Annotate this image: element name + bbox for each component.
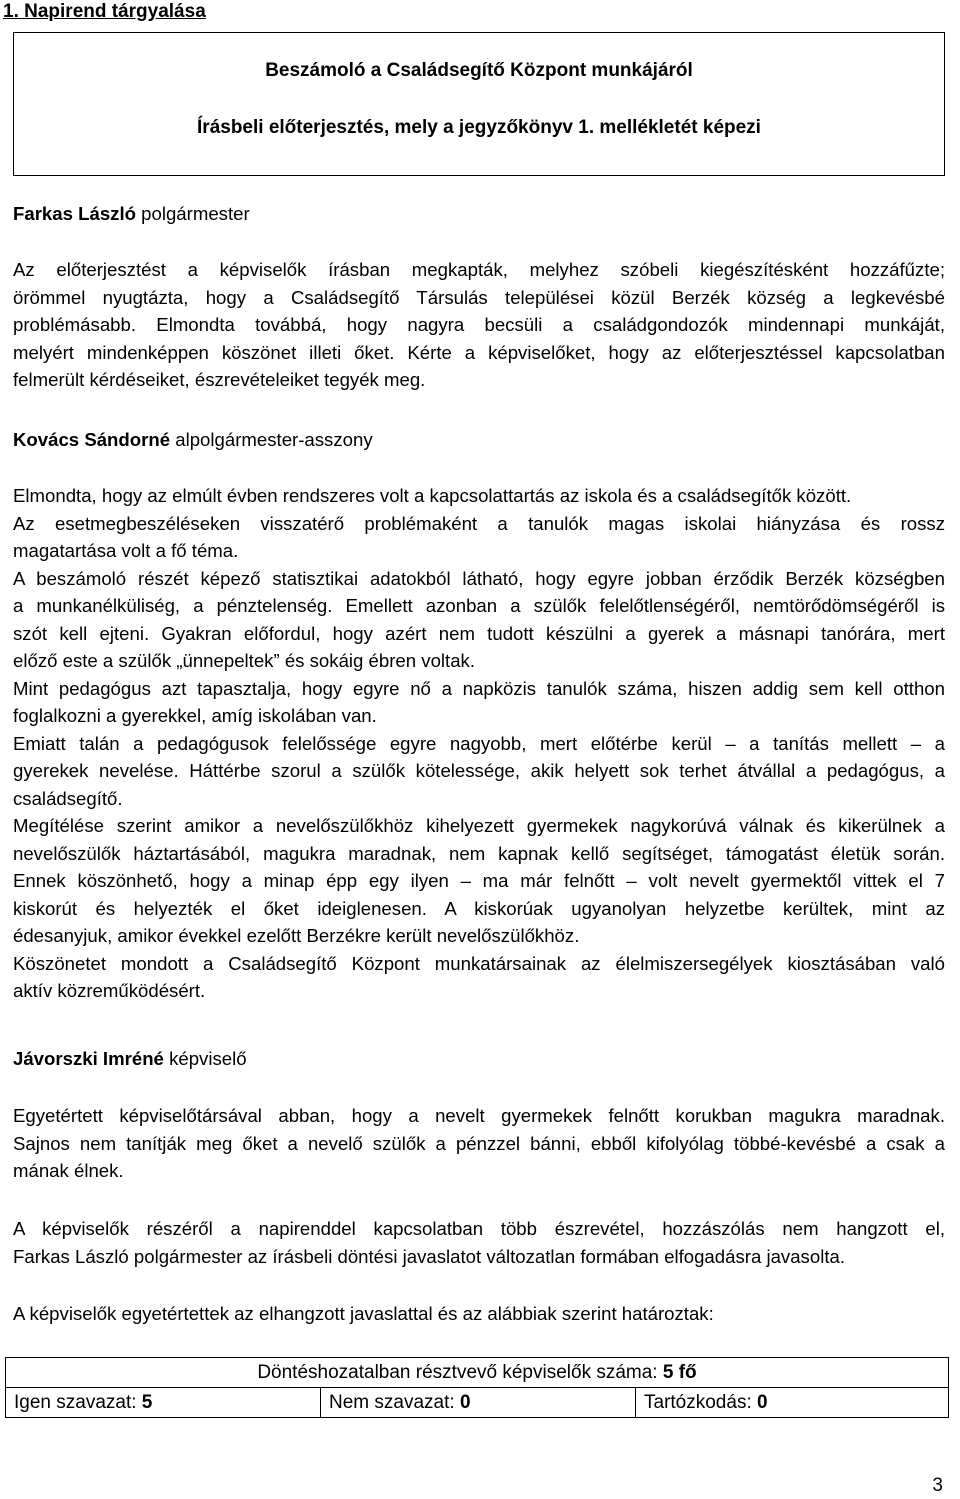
- paragraph-4: [13, 1215, 945, 1270]
- vote-participants-row: [6, 1358, 949, 1388]
- paragraph-line: Elmondta, hogy az elmúlt évben rendszeres volt a kapcsolattartás az iskola és a családsegítők között.: [13, 485, 852, 506]
- vote-no-value: 0: [459, 1392, 471, 1413]
- paragraph-line: Sajnos nem tanítják meg őket a nevelő szülők a pénzzel bánni, ebből kifolyólag többé-kevésbé a csak a: [13, 1132, 945, 1154]
- speaker-2: [13, 426, 945, 454]
- vote-participants-label: Döntéshozatalban résztvevő képviselők száma:: [257, 1362, 663, 1383]
- speaker-1-name: Farkas László: [13, 203, 136, 224]
- paragraph-line: A képviselők egyetértettek az elhangzott javaslattal és az alábbiak szerint határoztak:: [13, 1303, 714, 1324]
- vote-no-cell: [321, 1388, 636, 1418]
- vote-yes-label: Igen szavazat:: [14, 1392, 142, 1413]
- paragraph-line: családsegítő.: [13, 787, 123, 809]
- paragraph-line: problémásabb. Elmondta továbbá, hogy nagyra becsüli a családgondozók mindennapi munkáját,: [13, 314, 945, 335]
- vote-table: [5, 1357, 949, 1418]
- speaker-3: [13, 1045, 945, 1073]
- paragraph-line: Mint pedagógus azt tapasztalja, hogy egyre nő a napközis tanulók száma, hiszen addig sem kell otthon: [13, 677, 945, 699]
- paragraph-line: felmerült kérdéseiket, észrevételeiket tegyék meg.: [13, 369, 426, 390]
- paragraph-line: gyerekek nevelése. Háttérbe szorul a szülők kötelessége, akik helyett sok terhet átvállal a pedagógus, a: [13, 760, 945, 781]
- paragraph-line: A beszámoló részét képező statisztikai adatokból látható, hogy egyre jobban érződik Berzék községben: [13, 567, 945, 589]
- paragraph-line: édesanyjuk, amikor évekkel ezelőtt Berzékre került nevelőszülőkhöz.: [13, 925, 580, 946]
- agenda-title-box: [13, 32, 945, 176]
- paragraph-line: nevelőszülők háztartásából, magukra maradnak, nem kapnak kellő segítséget, támogatást életük során.: [13, 842, 945, 864]
- paragraph-3: [13, 1102, 945, 1185]
- paragraph-line: előző este a szülők „ünnepeltek” és sokáig ébren voltak.: [13, 650, 476, 671]
- paragraph-line: Az esetmegbeszéléseken visszatérő problémaként a tanulók magas iskolai hiányzása és rossz: [13, 512, 945, 534]
- paragraph-line: a munkanélküliség, a pénztelenség. Emellett azonban a szülők felelőtlenségéről, nemtörődömségéről is: [13, 595, 945, 616]
- paragraph-5: [13, 1300, 945, 1328]
- speaker-1: [13, 200, 945, 228]
- vote-yes-cell: [6, 1388, 321, 1418]
- paragraph-line: Megítélése szerint amikor a nevelőszülőkhöz kihelyezett gyermekek nagykorúvá válnak és kikerülnek a: [13, 815, 945, 836]
- agenda-heading: 1. Napirend tárgyalása: [3, 1, 206, 22]
- paragraph-line: aktív közreműködésért.: [13, 980, 206, 1001]
- report-subtitle: Írásbeli előterjesztés, mely a jegyzőkönyv 1. mellékletét képezi: [197, 117, 761, 138]
- speaker-1-role: polgármester: [135, 203, 250, 224]
- paragraph-line: Ennek köszönhető, hogy a minap épp egy ilyen – ma már felnőtt – volt nevelt gyermektől vittek el 7: [13, 870, 945, 891]
- paragraph-line: Farkas László polgármester az írásbeli döntési javaslatot változatlan formában elfogadásra javasolta.: [13, 1245, 845, 1267]
- vote-no-label: Nem szavazat:: [329, 1392, 460, 1413]
- report-title: Beszámoló a Családsegítő Központ munkájáról: [265, 60, 693, 81]
- paragraph-line: mának élnek.: [13, 1160, 124, 1181]
- paragraph-line: szót kell ejteni. Gyakran előfordul, hogy azért nem tudott készülni a gyerek a másnapi tanórára, mert: [13, 622, 945, 644]
- paragraph-2: [13, 482, 945, 1005]
- paragraph-line: örömmel nyugtázta, hogy a Családsegítő Társulás települései közül Berzék község a legkevésbé: [13, 286, 945, 308]
- paragraph-line: foglalkozni a gyerekkel, amíg iskolában van.: [13, 705, 377, 726]
- vote-participants-cell: [6, 1358, 949, 1388]
- vote-abstain-label: Tartózkodás:: [644, 1392, 757, 1413]
- speaker-3-role: képviselő: [163, 1048, 247, 1069]
- speaker-2-role: alpolgármester-asszony: [170, 429, 373, 450]
- paragraph-line: A képviselők részéről a napirenddel kapcsolatban több észrevétel, hozzászólás nem hangzott el,: [13, 1218, 945, 1239]
- vote-results-row: [6, 1388, 949, 1418]
- paragraph-line: Köszönetet mondott a Családsegítő Központ munkatársainak az élelmiszersegélyek kiosztásában való: [13, 952, 945, 974]
- paragraph-line: magatartása volt a fő téma.: [13, 540, 239, 561]
- paragraph-line: Emiatt talán a pedagógusok felelőssége egyre nagyobb, mert előtérbe kerül – a tanítás mellett – a: [13, 732, 945, 754]
- vote-abstain-cell: [636, 1388, 949, 1418]
- paragraph-1: [13, 256, 945, 394]
- speaker-3-name: Jávorszki Imréné: [13, 1048, 164, 1069]
- vote-yes-value: 5: [141, 1392, 153, 1413]
- paragraph-line: Az előterjesztést a képviselők írásban megkapták, melyhez szóbeli kiegészítésként hozzáfűzte;: [13, 259, 945, 280]
- paragraph-line: Egyetértett képviselőtársával abban, hogy a nevelt gyermekek felnőtt korukban magukra maradnak.: [13, 1105, 945, 1126]
- paragraph-line: kiskorút és helyezték el őket ideiglenesen. A kiskorúak ugyanolyan helyzetbe kerültek, mint az: [13, 897, 945, 919]
- speaker-2-name: Kovács Sándorné: [13, 429, 171, 450]
- vote-abstain-value: 0: [757, 1392, 768, 1413]
- paragraph-line: melyért mindenképpen köszönet illeti őket. Kérte a képviselőket, hogy az előterjesztéssel kapcsolatban: [13, 341, 945, 363]
- vote-participants-value: 5 fő: [662, 1362, 697, 1383]
- page-number: 3: [932, 1475, 943, 1496]
